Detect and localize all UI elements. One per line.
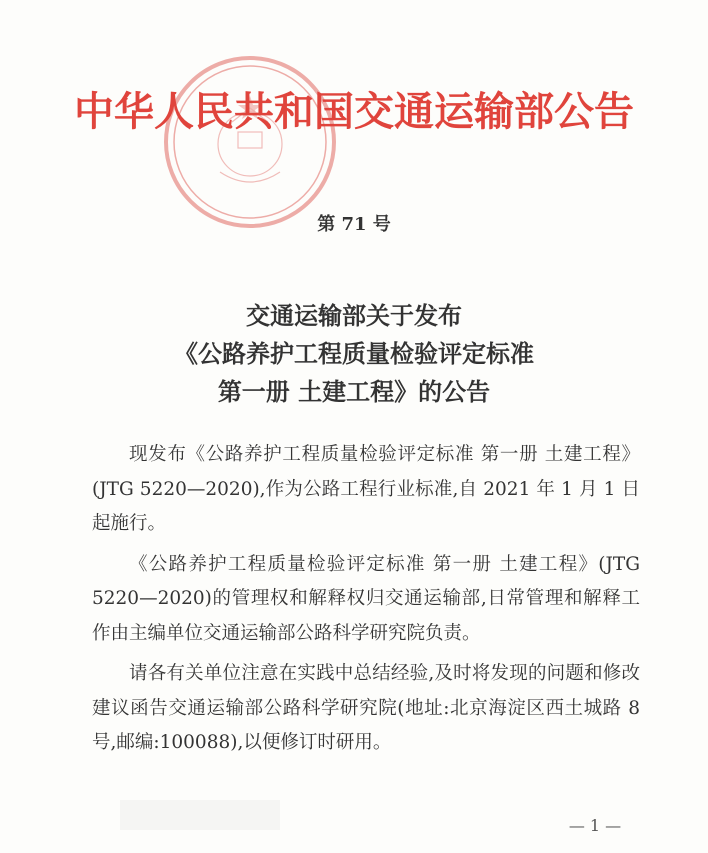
header-title: 中华人民共和国交通运输部公告 [74, 88, 634, 135]
notice-title [0, 297, 708, 411]
faint-stamp-mark [120, 800, 280, 830]
notice-body [92, 438, 640, 767]
page-number: — 1 — [568, 816, 622, 835]
body-paragraph-3: 请各有关单位注意在实践中总结经验,及时将发现的问题和修改建议函告交通运输部公路科学研究院(地址:北京海淀区西土城路 8 号,邮编:100088),以便修订时研用。 [92, 663, 640, 753]
notice-title-line-1: 交通运输部关于发布 [246, 301, 462, 330]
body-paragraph-2: 《公路养护工程质量检验评定标准 第一册 土建工程》(JTG 5220—2020)的管理权和解释权归交通运输部,日常管理和解释工作由主编单位交通运输部公路科学研究院负责。 [92, 553, 640, 644]
notice-title-line-3: 第一册 土建工程》的公告 [217, 377, 491, 406]
notice-title-line-2: 《公路养护工程质量检验评定标准 [174, 339, 534, 368]
official-seal-icon [160, 52, 340, 232]
document-number: 第 71 号 [317, 214, 391, 235]
body-paragraph-1: 现发布《公路养护工程质量检验评定标准 第一册 土建工程》(JTG 5220—2020),作为公路工程行业标准,自 2021 年 1 月 1 日起施行。 [92, 444, 640, 534]
